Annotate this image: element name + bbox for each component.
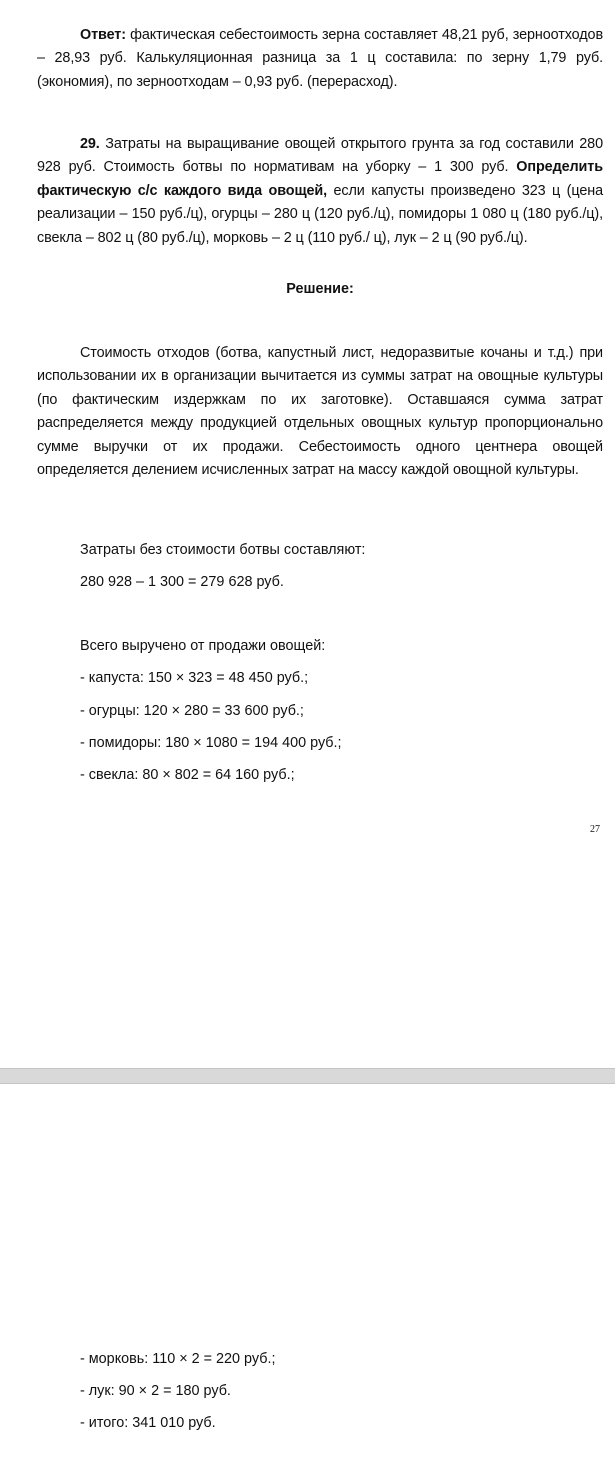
task-number: 29. — [80, 136, 100, 152]
costs-calculation: 280 928 – 1 300 = 279 628 руб. — [80, 574, 284, 590]
task-text-end: если капусты произведено 323 ц (цена реализации – 150 руб./ц), огурцы – 280 ц (120 руб./ц), помидоры 1 080 ц (180 руб./ц), свекла – 802 ц (80 руб./ц), морковь – 2 ц (110 руб./ ц), лук – 2 ц (90 руб./ц). — [37, 182, 603, 246]
revenue-item-tomatoes: - помидоры: 180 × 1080 = 194 400 руб.; — [80, 735, 342, 751]
task-bold-instruction: Определить фактическую с/с каждого вида овощей, — [37, 159, 603, 199]
answer-paragraph — [37, 24, 603, 94]
answer-label: Ответ: — [80, 27, 126, 43]
answer-text: фактическая себестоимость зерна составляет 48,21 руб, зерноотходов – 28,93 руб. Калькуляционная разница за 1 ц составила: по зерну 1,79 руб. (экономия), по зерноотходам – 0,93 руб. (перерасход). — [37, 27, 603, 90]
costs-label: Затраты без стоимости ботвы составляют: — [80, 542, 366, 558]
revenue-total: - итого: 341 010 руб. — [80, 1415, 216, 1431]
page-separator — [0, 1068, 615, 1084]
revenue-item-carrot: - морковь: 110 × 2 = 220 руб.; — [80, 1351, 276, 1367]
revenue-item-beet: - свекла: 80 × 802 = 64 160 руб.; — [80, 767, 295, 783]
task-text-start: Затраты на выращивание овощей открытого грунта за год составили 280 928 руб. Стоимость ботвы по нормативам на уборку – 1 300 руб. — [37, 136, 603, 176]
revenue-item-cucumbers: - огурцы: 120 × 280 = 33 600 руб.; — [80, 703, 304, 719]
revenue-item-cabbage: - капуста: 150 × 323 = 48 450 руб.; — [80, 670, 309, 686]
page-number: 27 — [590, 824, 600, 835]
task-paragraph — [37, 133, 603, 250]
explanation-paragraph: Стоимость отходов (ботва, капустный лист, недоразвитые кочаны и т.д.) при использовании их в организации вычитается из суммы затрат на овощные культуры (по фактическим издержкам по их заготовке). Оставшаяся сумма затрат распределяется между продукцией отдельных овощных культур пропорционально сумме выручки от их продажи. Себестоимость одного центнера овощей определяется делением исчисленных затрат на массу каждой овощной культуры. — [37, 345, 603, 479]
document-page-28 — [0, 1084, 615, 1462]
revenue-item-onion: - лук: 90 × 2 = 180 руб. — [80, 1383, 231, 1399]
solution-heading: Решение: — [286, 281, 354, 297]
revenue-label: Всего выручено от продажи овощей: — [80, 638, 326, 654]
